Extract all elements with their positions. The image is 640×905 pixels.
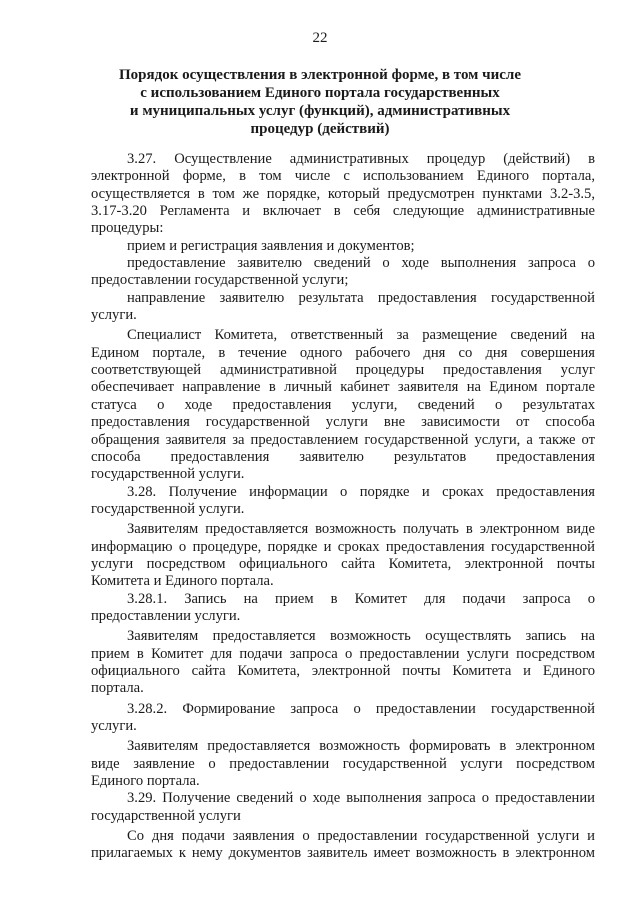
- text-line: Заявителям предоставляется возможность формировать в электронном: [127, 738, 595, 755]
- text-line: Специалист Комитета, ответственный за размещение сведений на: [127, 327, 595, 344]
- title-line: с использованием Единого портала государственных: [140, 85, 500, 101]
- text-line: предоставлении государственной услуги;: [91, 272, 349, 289]
- text-line: 3.27. Осуществление административных процедур (действий) в: [127, 151, 595, 167]
- text-line: государственной услуги: [91, 807, 241, 824]
- page-number: 22: [312, 30, 328, 46]
- text-line: 3.28. Получение информации о порядке и сроках предоставления: [127, 483, 595, 500]
- text-line: направление заявителю результата предоставления государственной: [127, 289, 595, 306]
- text-line: электронной форме, в том числе с использованием Единого портала,: [91, 168, 595, 185]
- title-line: Порядок осуществления в электронной форме, в том числе: [119, 67, 521, 83]
- text-line: Комитета и Единого портала.: [91, 573, 274, 590]
- text-line: предоставления государственной услуги вне зависимости от способа: [91, 414, 595, 431]
- text-line: 3.29. Получение сведений о ходе выполнения запроса о предоставлении: [127, 790, 595, 807]
- text-line: статуса о ходе предоставления услуги, сведений о результатах: [91, 396, 595, 413]
- text-line: государственной услуги.: [91, 500, 245, 517]
- text-line: прием и регистрация заявления и документов;: [127, 237, 415, 254]
- text-line: 3.28.1. Запись на прием в Комитет для подачи запроса о: [127, 590, 595, 607]
- text-line: услуги посредством официального сайта Комитета, электронной почты: [91, 555, 595, 572]
- text-line: услуги.: [91, 718, 137, 734]
- text-line: государственной услуги.: [91, 466, 245, 483]
- text-line: виде заявление о предоставлении государственной услуги посредством: [91, 755, 595, 772]
- text-line: 3.28.2. Формирование запроса о предоставлении государственной: [127, 700, 595, 717]
- body-text: [91, 151, 595, 863]
- text-line: Едином портале, в течение одного рабочего дня со дня совершения: [91, 344, 595, 361]
- title-line: и муниципальных услуг (функций), административных: [129, 103, 511, 119]
- text-line: процедуры:: [91, 220, 164, 237]
- text-line: Заявителям предоставляется возможность осуществлять запись на: [127, 628, 595, 645]
- text-line: предоставление заявителю сведений о ходе выполнения запроса о: [127, 255, 595, 272]
- text-line: официального сайта Комитета, электронной почты Комитета и Единого: [91, 662, 595, 679]
- title-line: процедур (действий): [250, 121, 390, 137]
- text-line: обращения заявителя за предоставлением государственной услуги, а также от: [91, 431, 595, 448]
- text-line: прием в Комитет для подачи запроса о предоставлении услуги посредством: [91, 645, 595, 662]
- text-line: соответствующей административной процедуры предоставления услуг: [91, 362, 595, 379]
- text-line: 3.17-3.20 Регламента и включает в себя следующие административные: [91, 203, 595, 220]
- text-line: предоставлении услуги.: [91, 607, 241, 624]
- text-line: информацию о процедуре, порядке и сроках предоставления государственной: [91, 538, 595, 555]
- text-line: Со дня подачи заявления о предоставлении государственной услуги и: [127, 828, 595, 845]
- text-line: Единого портала.: [91, 773, 200, 790]
- text-line: осуществляется в том же порядке, который предусмотрен пунктами 3.2-3.5,: [91, 185, 595, 202]
- text-line: услуги.: [91, 307, 137, 324]
- section-title: [90, 66, 550, 138]
- text-line: Заявителям предоставляется возможность получать в электронном виде: [127, 521, 595, 538]
- text-line: способа предоставления заявителю результатов предоставления: [91, 448, 595, 465]
- text-line: прилагаемых к нему документов заявитель имеет возможность в электронном: [91, 845, 595, 862]
- text-line: обеспечивает направление в личный кабинет заявителя на Едином портале: [91, 379, 595, 396]
- text-line: портала.: [91, 680, 144, 697]
